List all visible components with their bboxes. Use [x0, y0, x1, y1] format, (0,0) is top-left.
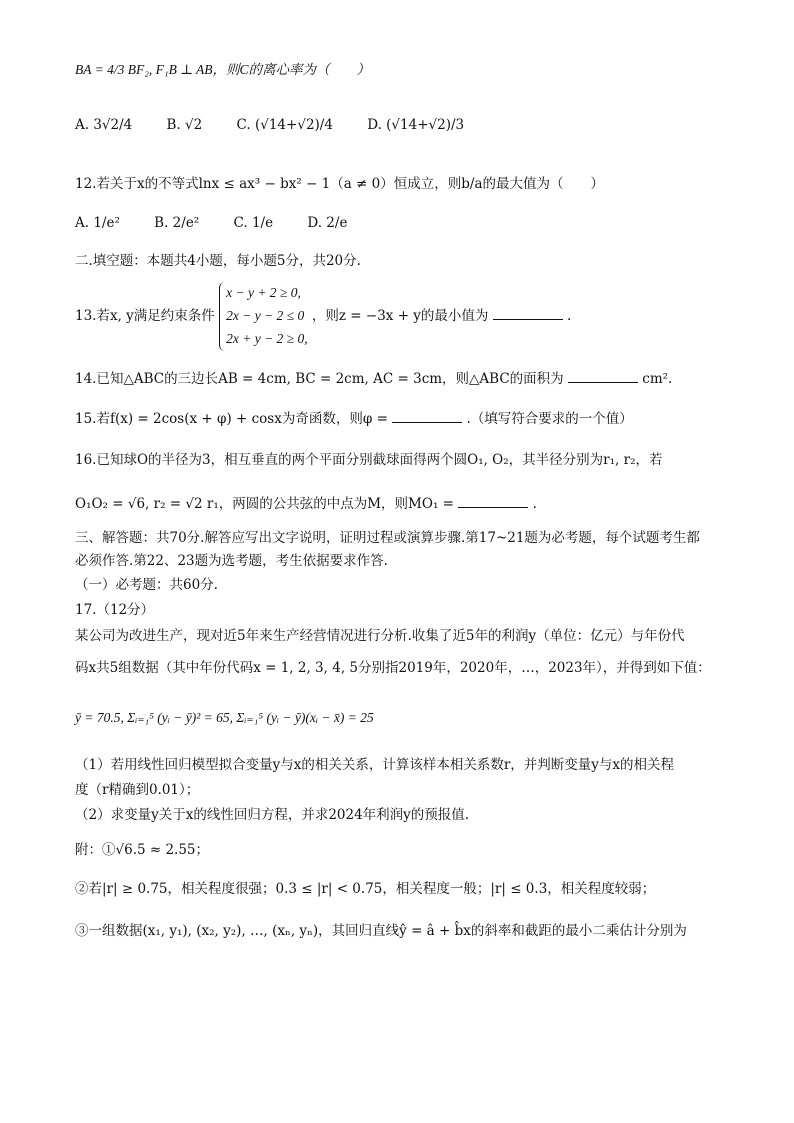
q12-stem: 12.若关于x的不等式lnx ≤ ax³ − bx² − 1（a ≠ 0）恒成立，则b/a的最大值为（ ） [75, 176, 604, 192]
q15 [75, 410, 633, 428]
q16-line2 [75, 495, 537, 513]
q13-end: . [567, 307, 572, 324]
q13-constraint-1: x − y + 2 ≥ 0, [226, 285, 301, 300]
q17-header: 17.（12分） [75, 602, 155, 618]
q12-option-b[interactable]: B. 2/e² [154, 215, 200, 231]
section3-line1: 三、解答题：共70分.解答应写出文字说明，证明过程或演算步骤.第17~21题为必考题，每个试题考生都 [75, 530, 700, 546]
q11-tail [75, 62, 370, 79]
q14-text: 14.已知△ABC的三边长AB = 4cm, BC = 2cm, AC = 3cm，则△ABC的面积为 [75, 371, 564, 387]
q11-options [75, 117, 494, 134]
q17-line2: 码x共5组数据（其中年份代码x = 1, 2, 3, 4, 5分别指2019年，2020年，…，2023年），并得到如下值： [75, 660, 711, 676]
q15-tail: .（填写符合要求的一个值） [466, 411, 633, 427]
q13-constraint-3: 2x + y − 2 ≥ 0, [226, 330, 308, 346]
q11-option-a[interactable]: A. 3√2/4 [75, 117, 133, 133]
q17-part1-line1: （1）若用线性回归模型拟合变量y与x的相关关系，计算该样本相关系数r，并判断变量y与x的相关程 [75, 757, 675, 773]
section3-line2: 必须作答.第22、23题为选考题，考生依据要求作答. [75, 553, 388, 569]
q16-answer-blank[interactable] [458, 495, 528, 508]
q13-answer-blank[interactable] [493, 307, 563, 320]
q16-end: . [532, 496, 537, 512]
q11-option-b[interactable]: B. √2 [166, 117, 203, 133]
q13-prefix: 13.若x, y满足约束条件 [75, 307, 215, 324]
q15-text: 15.若f(x) = 2cos(x + φ) + cosx为奇函数，则φ = [75, 411, 388, 427]
q13-constraint-system [219, 282, 308, 351]
q13-suffix: ，则z = −3x + y的最小值为 [311, 307, 489, 324]
q14-unit: cm². [642, 371, 673, 387]
appendix-3: ③一组数据(x₁, y₁), (x₂, y₂), …, (xₙ, yₙ)，其回归直线ŷ = â + b̂x的斜率和截距的最小二乘估计分别为 [75, 923, 687, 939]
q12-option-c[interactable]: C. 1/e [233, 215, 274, 231]
part1-title: （一）必考题：共60分. [75, 577, 218, 593]
q13 [75, 282, 571, 351]
q11-condition: BA = 4/3 BF₂, F₁B ⊥ AB，则C的离心率为（ ） [75, 62, 371, 77]
q14 [75, 370, 672, 388]
q12-option-d[interactable]: D. 2/e [307, 215, 348, 231]
q12-options [75, 215, 377, 232]
q17-formula: ȳ = 70.5, Σᵢ₌₁⁵ (yᵢ − ȳ)² = 65, Σᵢ₌₁⁵ (yᵢ − ȳ)(xᵢ − x̄) = 25 [75, 710, 374, 725]
q11-option-d[interactable]: D. (√14+√2)/3 [367, 117, 465, 133]
section2-title: 二.填空题：本题共4小题，每小题5分，共20分. [75, 253, 361, 269]
q17-part2: （2）求变量y关于x的线性回归方程，并求2024年利润y的预报值. [75, 807, 470, 823]
q16-line2-text: O₁O₂ = √6, r₂ = √2 r₁，两圆的公共弦的中点为M，则MO₁ = [75, 496, 454, 512]
q13-constraint-2: 2x − y − 2 ≤ 0 [226, 307, 305, 323]
appendix-2: ②若|r| ≥ 0.75，相关程度很强；0.3 ≤ |r| < 0.75，相关程度一般；|r| ≤ 0.3，相关程度较弱； [75, 881, 656, 897]
q17-line1: 某公司为改进生产，现对近5年来生产经营情况进行分析.收集了近5年的利润y（单位：亿元）与年份代 [75, 628, 685, 644]
appendix-1: 附：①√6.5 ≈ 2.55； [75, 842, 210, 858]
q14-answer-blank[interactable] [568, 370, 638, 383]
q16-line1: 16.已知球O的半径为3，相互垂直的两个平面分别截球面得两个圆O₁, O₂，其半径分别为r₁, r₂，若 [75, 452, 663, 468]
q12-option-a[interactable]: A. 1/e² [75, 215, 120, 231]
q17-part1-line2: 度（r精确到0.01）； [75, 782, 200, 798]
q11-option-c[interactable]: C. (√14+√2)/4 [236, 117, 333, 133]
q15-answer-blank[interactable] [392, 410, 462, 423]
